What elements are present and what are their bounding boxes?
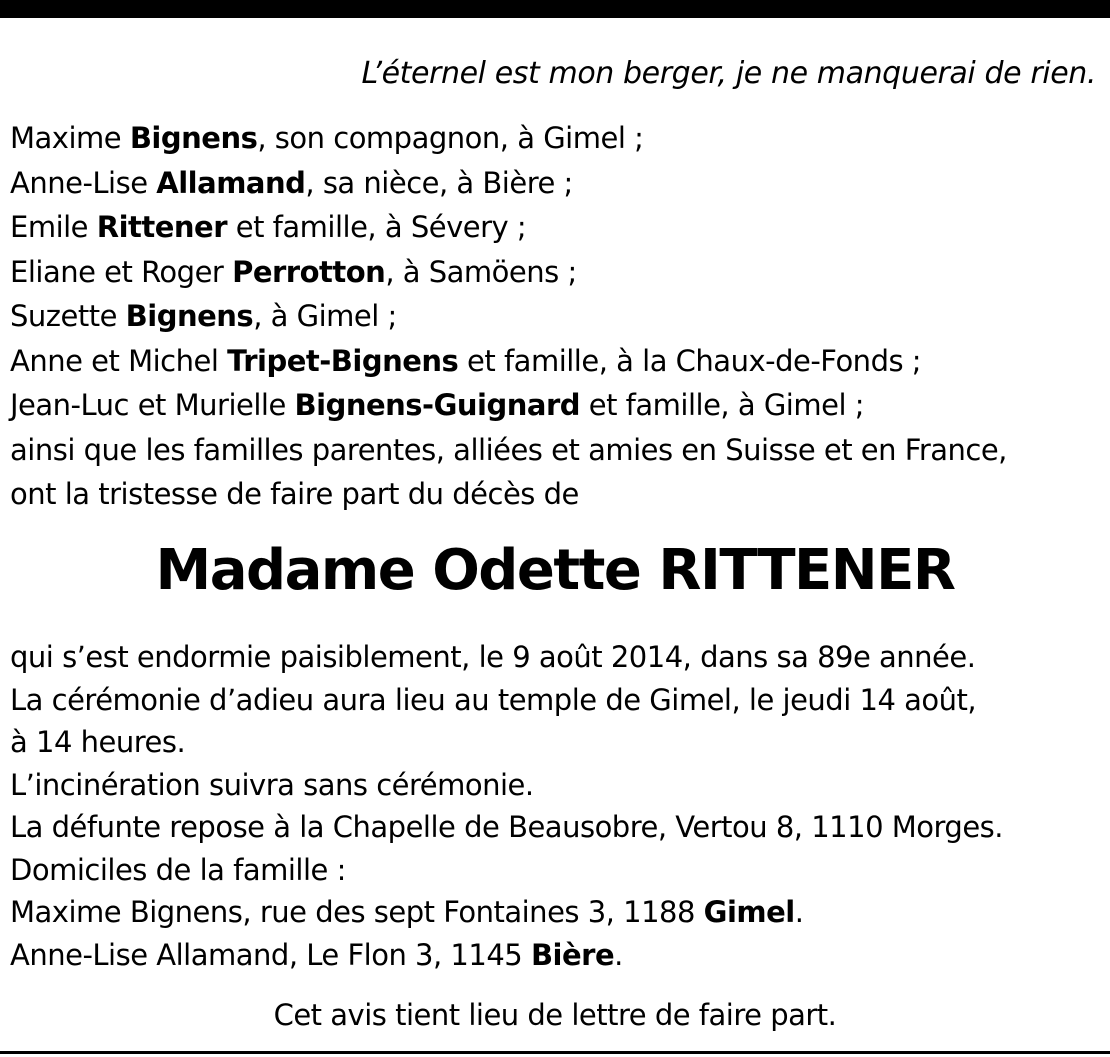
family-relation: , à Gimel ; — [253, 299, 397, 333]
family-first-names: Jean-Luc et Murielle — [10, 388, 295, 422]
family-surname: Rittener — [96, 210, 228, 244]
detail-line: qui s’est endormie paisiblement, le 9 août 2014, dans sa 89e année. — [10, 640, 976, 674]
family-first-names: Anne et Michel — [10, 343, 228, 378]
family-first-names: Eliane et Roger — [10, 254, 233, 289]
family-closing-line: ont la tristesse de faire part du décès de — [10, 477, 579, 511]
address-town: Gimel — [703, 895, 795, 929]
detail-line: La défunte repose à la Chapelle de Beausobre, Vertou 8, 1110 Morges. — [10, 810, 1004, 844]
details-block — [10, 636, 1003, 976]
family-surname: Bignens-Guignard — [294, 388, 581, 422]
family-relation: , à Samöens ; — [385, 254, 577, 289]
family-line — [10, 250, 1007, 295]
family-surname: Tripet-Bignens — [227, 343, 459, 378]
footer-note: Cet avis tient lieu de lettre de faire part. — [273, 998, 837, 1032]
detail-line: à 14 heures. — [10, 725, 186, 759]
motto-quote: L’éternel est mon berger, je ne manquerai de rien. — [361, 56, 1096, 91]
detail-line: La cérémonie d’adieu aura lieu au temple de Gimel, le jeudi 14 août, — [10, 682, 977, 717]
address-end: . — [794, 895, 804, 929]
address-town: Bière — [530, 937, 615, 972]
family-list — [10, 116, 1007, 517]
detail-line: L’incinération suivra sans cérémonie. — [10, 767, 534, 802]
address-end: . — [614, 937, 623, 972]
family-first-names: Anne-Lise — [10, 165, 157, 200]
family-line — [10, 161, 1007, 206]
deceased-name-heading: Madame Odette RITTENER — [155, 538, 955, 603]
bottom-border-rule — [0, 1051, 1110, 1054]
address-line — [10, 934, 1003, 977]
family-first-names: Suzette — [10, 299, 126, 333]
family-surname: Bignens — [129, 121, 258, 155]
family-relation: et famille, à la Chaux-de-Fonds ; — [458, 343, 922, 378]
family-surname: Bignens — [125, 299, 254, 333]
family-first-names: Emile — [10, 210, 97, 244]
family-closing-line: ainsi que les familles parentes, alliées et amies en Suisse et en France, — [10, 432, 1007, 467]
family-relation: et famille, à Sévery ; — [227, 210, 527, 244]
family-line — [10, 294, 1007, 339]
address-text: Anne-Lise Allamand, Le Flon 3, 1145 — [10, 937, 531, 972]
family-line — [10, 116, 1007, 161]
family-relation: , son compagnon, à Gimel ; — [257, 121, 644, 155]
top-border-bar — [0, 0, 1110, 18]
detail-line: Domiciles de la famille : — [10, 852, 346, 887]
address-text: Maxime Bignens, rue des sept Fontaines 3, 1188 — [10, 895, 704, 929]
family-surname: Perrotton — [232, 254, 386, 289]
family-first-names: Maxime — [10, 121, 130, 155]
family-surname: Allamand — [156, 165, 306, 200]
family-line — [10, 205, 1007, 250]
address-line — [10, 891, 1003, 934]
family-relation: , sa nièce, à Bière ; — [305, 165, 573, 200]
family-relation: et famille, à Gimel ; — [580, 388, 864, 422]
family-line — [10, 383, 1007, 428]
family-line — [10, 339, 1007, 384]
